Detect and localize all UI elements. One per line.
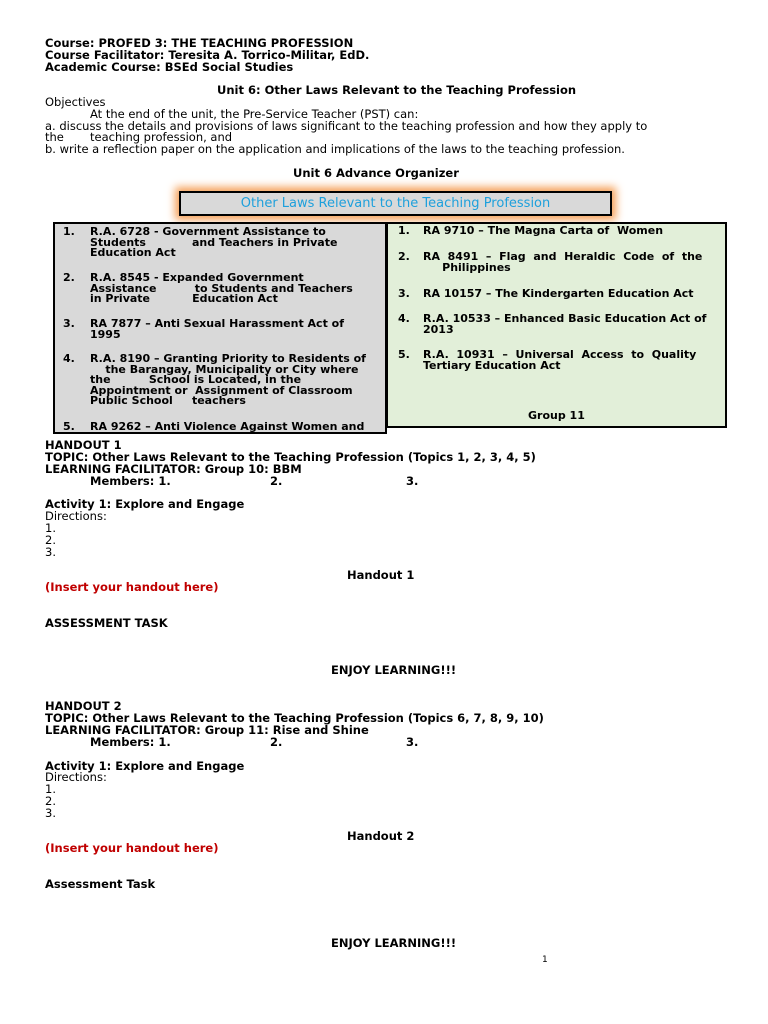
handout1-direction-3: 3. bbox=[45, 545, 56, 559]
handout1-center-label: Handout 1 bbox=[347, 568, 415, 582]
course-line: Course: PROFED 3: THE TEACHING PROFESSION bbox=[45, 36, 354, 50]
item-line: Assistance to Students and Teachers bbox=[90, 281, 353, 295]
handout1-title: HANDOUT 1 bbox=[45, 438, 122, 452]
item-line: R.A. 8190 – Granting Priority to Residents of bbox=[90, 352, 366, 365]
handout2-activity: Activity 1: Explore and Engage bbox=[45, 759, 245, 773]
handout1-directions: Directions: bbox=[45, 509, 107, 523]
objectives-intro: At the end of the unit, the Pre-Service Teacher (PST) can: bbox=[90, 107, 419, 121]
page-number: 1 bbox=[542, 955, 548, 965]
item-line: RA 9262 – Anti Violence Against Women and bbox=[90, 420, 365, 433]
item-line: in Private Education Act bbox=[90, 292, 278, 306]
right-box-footer: Group 11 bbox=[528, 409, 585, 422]
item-number: 5. bbox=[63, 420, 75, 433]
organizer-right-box bbox=[386, 222, 727, 428]
item-number: 1. bbox=[398, 224, 410, 237]
handout2-center-label: Handout 2 bbox=[347, 829, 415, 843]
item-number: 2. bbox=[398, 250, 410, 263]
item-line: RA 8491 – Flag and Heraldic Code of the bbox=[423, 250, 703, 263]
item-line: R.A. 10533 – Enhanced Basic Education Act of bbox=[423, 312, 707, 325]
handout1-member-3: 3. bbox=[406, 474, 419, 488]
item-line: Philippines bbox=[423, 260, 511, 274]
item-number: 3. bbox=[398, 287, 410, 300]
organizer-title: Other Laws Relevant to the Teaching Profession bbox=[240, 196, 551, 211]
item-number: 1. bbox=[63, 225, 75, 238]
handout1-direction-2: 2. bbox=[45, 533, 56, 547]
academic-course-line: Academic Course: BSEd Social Studies bbox=[45, 60, 294, 74]
handout1-facilitator: LEARNING FACILITATOR: Group 10: BBM bbox=[45, 462, 302, 476]
handout2-enjoy: ENJOY LEARNING!!! bbox=[331, 936, 457, 950]
handout2-insert: (Insert your handout here) bbox=[45, 841, 219, 855]
handout2-assessment: Assessment Task bbox=[45, 877, 156, 891]
item-line: R.A. 10931 – Universal Access to Quality bbox=[423, 348, 697, 361]
handout2-title: HANDOUT 2 bbox=[45, 699, 122, 713]
item-line: Students and Teachers in Private bbox=[90, 235, 338, 249]
handout2-direction-1: 1. bbox=[45, 782, 56, 796]
organizer-title-box bbox=[179, 191, 612, 216]
item-line: RA 10157 – The Kindergarten Education Act bbox=[423, 287, 694, 300]
handout1-direction-1: 1. bbox=[45, 521, 56, 535]
objective-a-line2: teaching profession, and bbox=[90, 130, 233, 144]
handout2-facilitator: LEARNING FACILITATOR: Group 11: Rise and Shine bbox=[45, 723, 369, 737]
handout1-topic: TOPIC: Other Laws Relevant to the Teaching Profession (Topics 1, 2, 3, 4, 5) bbox=[45, 450, 536, 464]
item-line: Tertiary Education Act bbox=[423, 358, 561, 372]
item-line: R.A. 6728 - Government Assistance to bbox=[90, 225, 326, 238]
item-number: 5. bbox=[398, 348, 410, 361]
objective-b: b. write a reflection paper on the application and implications of the laws to the teaching profession. bbox=[45, 142, 625, 156]
handout2-member-3: 3. bbox=[406, 735, 419, 749]
item-line: the Barangay, Municipality or City where bbox=[90, 362, 359, 376]
item-number: 4. bbox=[398, 312, 410, 325]
item-line: the School is Located, in the bbox=[90, 373, 302, 387]
handout2-direction-3: 3. bbox=[45, 806, 56, 820]
handout2-directions: Directions: bbox=[45, 770, 107, 784]
item-line: 1995 bbox=[90, 327, 121, 341]
item-line: Public School teachers bbox=[90, 394, 246, 408]
item-line: Appointment or Assignment of Classroom bbox=[90, 383, 353, 397]
objective-a-prefix: the bbox=[45, 130, 64, 144]
handout1-insert: (Insert your handout here) bbox=[45, 580, 219, 594]
handout2-member-2: 2. bbox=[270, 735, 283, 749]
item-number: 4. bbox=[63, 352, 75, 365]
objective-a-line1: a. discuss the details and provisions of laws significant to the teaching profession and how they apply to bbox=[45, 119, 648, 133]
item-line: Education Act bbox=[90, 246, 176, 260]
item-line: RA 7877 – Anti Sexual Harassment Act of bbox=[90, 317, 344, 330]
handout2-members: Members: 1. bbox=[90, 735, 171, 749]
facilitator-line: Course Facilitator: Teresita A. Torrico-Militar, EdD. bbox=[45, 48, 370, 62]
organizer-left-box bbox=[53, 222, 387, 434]
handout1-members: Members: 1. bbox=[90, 474, 171, 488]
handout2-topic: TOPIC: Other Laws Relevant to the Teaching Profession (Topics 6, 7, 8, 9, 10) bbox=[45, 711, 544, 725]
item-number: 3. bbox=[63, 317, 75, 330]
item-line: 2013 bbox=[423, 322, 454, 336]
organizer-heading: Unit 6 Advance Organizer bbox=[293, 166, 459, 180]
handout1-enjoy: ENJOY LEARNING!!! bbox=[331, 663, 457, 677]
objectives-label: Objectives bbox=[45, 95, 106, 109]
handout1-member-2: 2. bbox=[270, 474, 283, 488]
handout1-activity: Activity 1: Explore and Engage bbox=[45, 497, 245, 511]
unit-title: Unit 6: Other Laws Relevant to the Teaching Profession bbox=[217, 83, 577, 97]
item-line: RA 9710 – The Magna Carta of Women bbox=[423, 224, 664, 237]
handout2-direction-2: 2. bbox=[45, 794, 56, 808]
item-number: 2. bbox=[63, 271, 75, 284]
handout1-assessment: ASSESSMENT TASK bbox=[45, 616, 168, 630]
item-line: R.A. 8545 - Expanded Government bbox=[90, 271, 304, 284]
